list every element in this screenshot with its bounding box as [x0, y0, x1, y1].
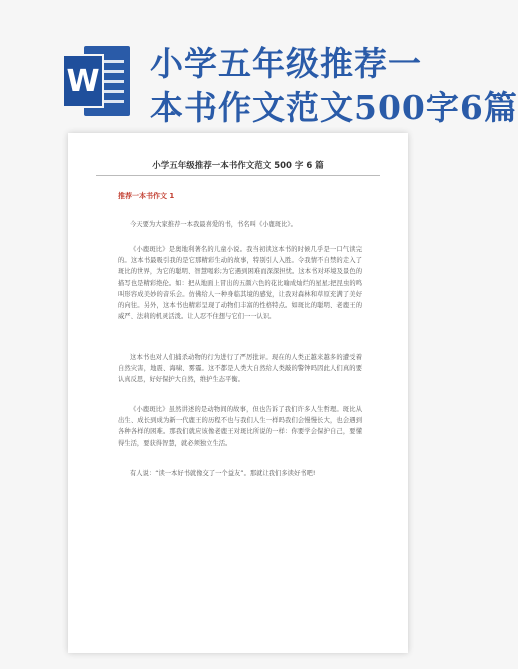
document-title: 小学五年级推荐一本书作文范文 500 字 6 篇	[152, 161, 324, 171]
title-divider	[96, 175, 380, 176]
logo-letter: W	[62, 54, 104, 108]
section-heading: 推荐一本书作文 1	[118, 192, 175, 200]
paragraph-2: 《小鹿斑比》是奥地利著名的儿童小说。我当初读这本书的时候几乎是一口气读完的。这本书最吸引我的是它那精彩生动的故事，特别引人入胜。令我情不自禁的走入了斑比的世界，为它的聪明、智慧喝彩;为它遇到困难而深深担忧。这本书对环境及景色的描写也是精彩绝伦。如：把从地面上冒出的五颜六色的花比喻成灿烂的星星;把昆虫的鸣叫形容成美妙的音乐会。仿佛给人一种身临其境的感觉，让我对森林和草原充满了美好的向往。另外，这本书也精彩呈现了动物们丰富的性格特点。如斑比的聪明、老鹿王的威严、法莉的机灵活泼。让人忍不住想与它们一一认识。	[118, 246, 362, 321]
paragraph-5: 有人说：“读一本好书就像交了一个益友”。那就让我们多读好书吧!	[130, 470, 316, 477]
paragraph-3: 这本书也对人们捕杀动物的行为进行了严厉批评。现在的人类正越来越多的遭受着自然灾害，地震、海啸、雾霾。这不都是人类大自然给人类敲的警钟吗因此人们真的要认真反思，好好保护大自然，维护生态平衡。	[118, 354, 362, 384]
word-document-icon	[62, 40, 132, 122]
banner-title-line-2: 本书作文范文500字6篇	[150, 88, 518, 127]
paragraph-4: 《小鹿斑比》虽然讲述的是动物间的故事，但也告诉了我们许多人生哲理。斑比从出生、成长到成为新一代鹿王的历程不也与我们人生一样吗我们会慢慢长大，也会遇到各种各样的困难。那我们就应该像老鹿王对斑比所说的一样：你要学会保护自己，要懂得生活，要获得智慧，就必须独立生活。	[118, 406, 362, 447]
paragraph-1: 今天要为大家推荐一本我最喜爱的书，书名叫《小鹿斑比》。	[130, 221, 297, 228]
banner-title-line-1: 小学五年级推荐一	[150, 44, 422, 83]
header-banner	[0, 0, 518, 150]
document-page	[68, 133, 408, 653]
